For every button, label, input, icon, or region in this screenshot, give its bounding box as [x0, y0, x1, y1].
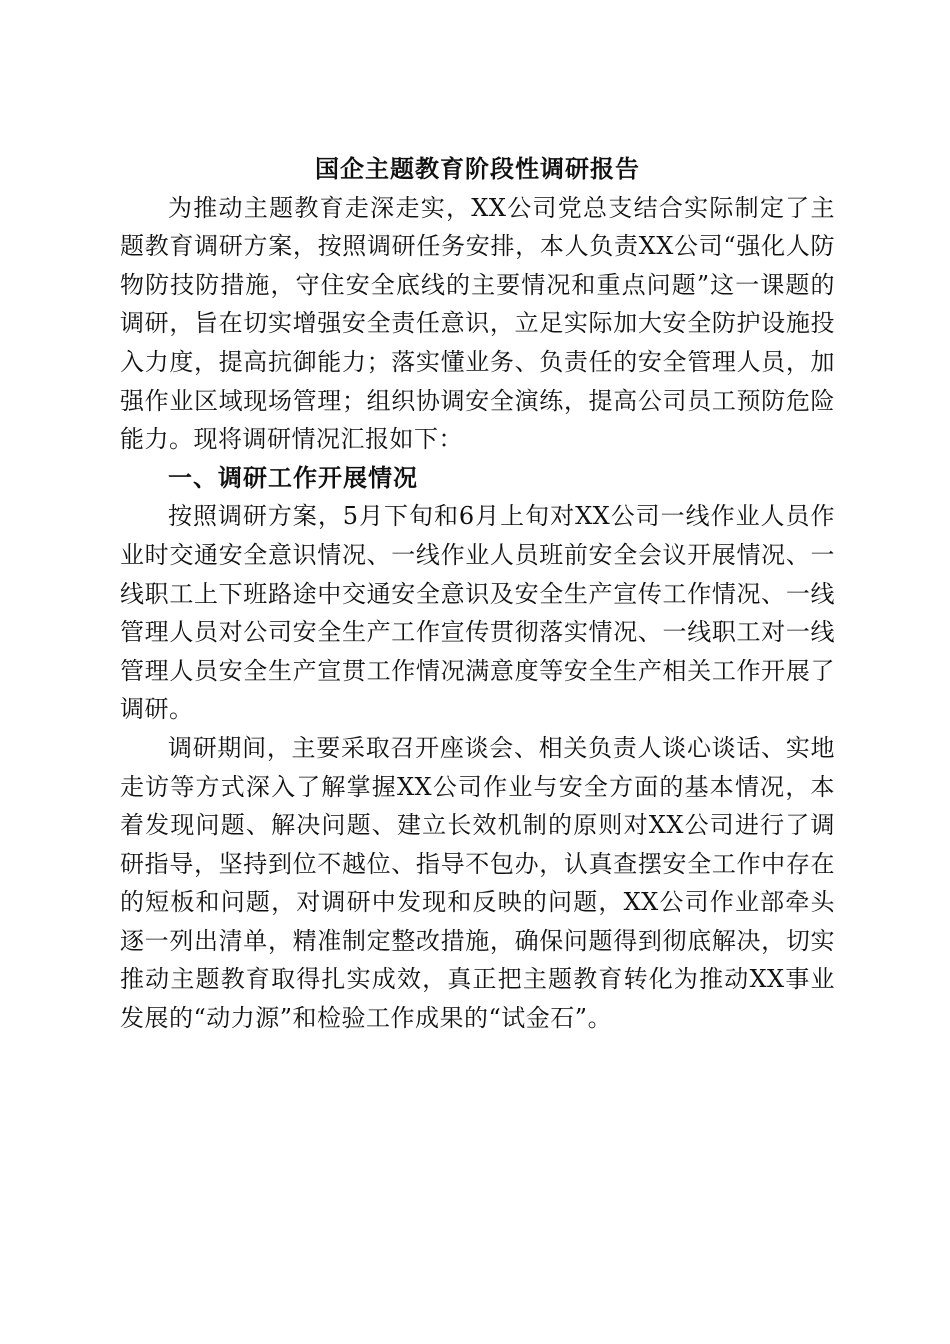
document-body — [120, 150, 835, 1038]
document-title: 国企主题教育阶段性调研报告 — [315, 155, 640, 183]
body-paragraph: 按照调研方案，5月下旬和6月上旬对XX公司一线作业人员作业时交通安全意识情况、一线作业人员班前安全会议开展情况、一线职工上下班路途中交通安全意识及安全生产宣传工作情况、一线管理人员对公司安全生产工作宣传贯彻落实情况、一线职工对一线管理人员安全生产宣贯工作情况满意度等安全生产相关工作开展了调研。 — [120, 502, 835, 724]
body-paragraph: 调研期间，主要采取召开座谈会、相关负责人谈心谈话、实地走访等方式深入了解掌握XX公司作业与安全方面的基本情况，本着发现问题、解决问题、建立长效机制的原则对XX公司进行了调研指导，坚持到位不越位、指导不包办，认真查摆安全工作中存在的短板和问题，对调研中发现和反映的问题，XX公司作业部牵头逐一列出清单，精准制定整改措施，确保问题得到彻底解决，切实推动主题教育取得扎实成效，真正把主题教育转化为推动XX事业发展的“动力源”和检验工作成果的“试金石”。 — [120, 733, 835, 1033]
intro-paragraph: 为推动主题教育走深走实，XX公司党总支结合实际制定了主题教育调研方案，按照调研任务安排，本人负责XX公司“强化人防物防技防措施，守住安全底线的主要情况和重点问题”这一课题的调研，旨在切实增强安全责任意识，立足实际加大安全防护设施投入力度，提高抗御能力；落实懂业务、负责任的安全管理人员，加强作业区域现场管理；组织协调安全演练，提高公司员工预防危险能力。现将调研情况汇报如下： — [120, 193, 835, 454]
section-heading: 一、调研工作开展情况 — [168, 463, 418, 492]
